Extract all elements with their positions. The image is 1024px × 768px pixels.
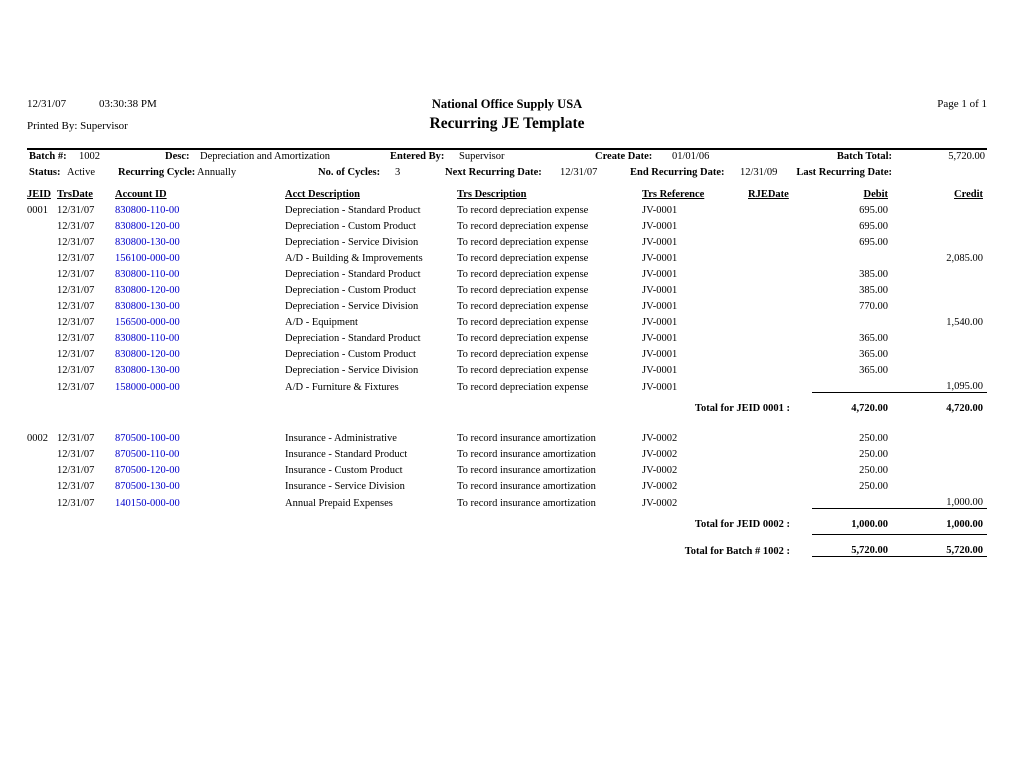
cell-debit: 250.00	[859, 465, 888, 476]
cell-trsdate: 12/31/07	[57, 253, 95, 264]
col-header-account-id: Account ID	[115, 189, 167, 200]
cell-acct-description: Depreciation - Custom Product	[285, 349, 416, 360]
cell-rjedate	[748, 376, 812, 393]
cell-acct-description: Depreciation - Service Division	[285, 237, 419, 248]
cell-trs-reference: JV-0001	[642, 301, 678, 312]
cell-rjedate	[748, 344, 812, 360]
cell-debit: 770.00	[859, 301, 888, 312]
cell-credit	[892, 476, 987, 492]
cell-rjedate	[748, 264, 812, 280]
cell-acct-description: Insurance - Service Division	[285, 481, 405, 492]
cell-acct-description: Insurance - Custom Product	[285, 465, 403, 476]
desc-value: Depreciation and Amortization	[200, 151, 331, 162]
cell-trs-description: To record depreciation expense	[457, 221, 589, 232]
total-label: Total for Batch # 1002 :	[684, 545, 790, 557]
total-debit: 4,720.00	[812, 393, 892, 415]
cell-acct-description: A/D - Equipment	[285, 317, 358, 328]
next-recurring-value: 12/31/07	[560, 167, 598, 178]
print-date: 12/31/07	[27, 98, 67, 110]
cell-account-id[interactable]: 870500-120-00	[115, 465, 180, 476]
total-credit: 4,720.00	[892, 393, 987, 415]
cell-rjedate	[748, 280, 812, 296]
cell-account-id[interactable]: 156500-000-00	[115, 317, 180, 328]
cell-trs-reference: JV-0001	[642, 253, 678, 264]
cell-jeid	[27, 376, 57, 393]
cell-jeid	[27, 328, 57, 344]
table-row	[27, 476, 987, 492]
cell-trs-description: To record depreciation expense	[457, 237, 589, 248]
cell-trs-description: To record depreciation expense	[457, 285, 589, 296]
cell-trs-reference: JV-0002	[642, 497, 678, 509]
cell-rjedate	[748, 360, 812, 376]
create-date-value: 01/01/06	[672, 151, 710, 162]
end-recurring-value: 12/31/09	[740, 167, 778, 178]
cell-trsdate: 12/31/07	[57, 237, 95, 248]
last-recurring-label: Last Recurring Date:	[796, 167, 892, 178]
cell-trs-reference: JV-0002	[642, 433, 678, 444]
cell-account-id[interactable]: 140150-000-00	[115, 497, 180, 509]
cell-debit: 695.00	[859, 205, 888, 216]
cell-trs-reference: JV-0001	[642, 285, 678, 296]
spacer	[27, 414, 987, 428]
cell-acct-description: Depreciation - Standard Product	[285, 205, 421, 216]
cell-account-id[interactable]: 830800-110-00	[115, 269, 180, 280]
je-table-body	[27, 200, 987, 557]
printed-by: Printed By: Supervisor	[27, 120, 128, 132]
cell-trs-reference: JV-0001	[642, 333, 678, 344]
table-row	[27, 248, 987, 264]
cell-rjedate	[748, 312, 812, 328]
cell-debit: 250.00	[859, 449, 888, 460]
cell-account-id[interactable]: 830800-130-00	[115, 237, 180, 248]
cell-trsdate: 12/31/07	[57, 205, 95, 216]
cell-debit: 365.00	[859, 349, 888, 360]
no-of-cycles-label: No. of Cycles:	[318, 167, 381, 178]
table-row	[27, 328, 987, 344]
cell-account-id[interactable]: 830800-120-00	[115, 221, 180, 232]
cell-jeid	[27, 360, 57, 376]
cell-rjedate	[748, 428, 812, 444]
total-label: Total for JEID 0001 :	[694, 403, 790, 414]
desc-label: Desc:	[165, 151, 190, 162]
cell-trs-description: To record depreciation expense	[457, 253, 589, 264]
cell-trsdate: 12/31/07	[57, 333, 95, 344]
col-header-jeid: JEID	[27, 189, 51, 200]
cell-credit	[892, 216, 987, 232]
cell-trsdate: 12/31/07	[57, 497, 95, 509]
spacer-row	[27, 414, 987, 428]
cell-rjedate	[748, 200, 812, 216]
cell-trsdate: 12/31/07	[57, 449, 95, 460]
cell-trsdate: 12/31/07	[57, 465, 95, 476]
cell-jeid	[27, 296, 57, 312]
cell-trs-description: To record insurance amortization	[457, 449, 596, 460]
total-debit: 5,720.00	[812, 535, 892, 557]
cell-trs-description: To record depreciation expense	[457, 365, 589, 376]
cell-jeid	[27, 460, 57, 476]
cell-trs-reference: JV-0002	[642, 465, 678, 476]
group-total-row	[27, 393, 987, 415]
cell-debit: 250.00	[859, 433, 888, 444]
cell-debit: 385.00	[859, 285, 888, 296]
recurring-cycle-value: Annually	[197, 167, 237, 178]
table-row	[27, 460, 987, 476]
cell-credit: 1,095.00	[946, 381, 983, 392]
cell-account-id[interactable]: 156100-000-00	[115, 253, 180, 264]
cell-jeid	[27, 248, 57, 264]
batch-info-row-2	[27, 166, 987, 182]
cell-trs-reference: JV-0001	[642, 269, 678, 280]
cell-trs-description: To record insurance amortization	[457, 481, 596, 492]
cell-account-id[interactable]: 158000-000-00	[115, 381, 180, 393]
cell-acct-description: Depreciation - Custom Product	[285, 221, 416, 232]
cell-acct-description: Insurance - Administrative	[285, 433, 397, 444]
col-header-trsdate: TrsDate	[57, 189, 93, 200]
create-date-label: Create Date:	[595, 151, 653, 162]
cell-trsdate: 12/31/07	[57, 269, 95, 280]
cell-credit	[892, 200, 987, 216]
no-of-cycles-value: 3	[395, 167, 401, 178]
cell-trs-description: To record depreciation expense	[457, 333, 589, 344]
cell-trsdate: 12/31/07	[57, 381, 95, 393]
cell-trsdate: 12/31/07	[57, 301, 95, 312]
col-header-trs-description: Trs Description	[457, 189, 527, 200]
cell-acct-description: Depreciation - Service Division	[285, 365, 419, 376]
print-time: 03:30:38 PM	[99, 98, 157, 110]
table-row	[27, 264, 987, 280]
cell-acct-description: Annual Prepaid Expenses	[285, 497, 393, 509]
table-row	[27, 444, 987, 460]
col-header-debit: Debit	[863, 189, 888, 200]
cell-jeid	[27, 312, 57, 328]
total-credit: 5,720.00	[892, 535, 987, 557]
cell-trsdate: 12/31/07	[57, 365, 95, 376]
cell-jeid: 0002	[27, 433, 48, 444]
table-row	[27, 296, 987, 312]
cell-trsdate: 12/31/07	[57, 317, 95, 328]
batch-total-label: Batch Total:	[836, 151, 892, 162]
total-debit: 1,000.00	[812, 509, 892, 531]
journal-entry-table	[27, 184, 987, 557]
cell-trs-reference: JV-0001	[642, 237, 678, 248]
cell-account-id[interactable]: 830800-120-00	[115, 285, 180, 296]
cell-jeid	[27, 216, 57, 232]
company-name: National Office Supply USA	[431, 97, 583, 111]
cell-debit	[812, 248, 892, 264]
cell-credit	[892, 280, 987, 296]
report-title: Recurring JE Template	[429, 115, 585, 132]
cell-debit	[812, 312, 892, 328]
col-header-trs-reference: Trs Reference	[642, 189, 705, 200]
cell-credit	[892, 296, 987, 312]
table-row	[27, 344, 987, 360]
cell-trs-description: To record insurance amortization	[457, 497, 596, 509]
cell-account-id[interactable]: 870500-110-00	[115, 449, 180, 460]
cell-rjedate	[748, 232, 812, 248]
cell-rjedate	[748, 492, 812, 509]
cell-trs-description: To record depreciation expense	[457, 269, 589, 280]
cell-trs-description: To record depreciation expense	[457, 301, 589, 312]
recurring-cycle-label: Recurring Cycle:	[118, 167, 196, 178]
cell-acct-description: A/D - Building & Improvements	[285, 253, 423, 264]
batch-number-value: 1002	[79, 151, 100, 162]
table-row	[27, 280, 987, 296]
cell-trsdate: 12/31/07	[57, 481, 95, 492]
cell-credit: 2,085.00	[946, 253, 983, 264]
entered-by-label: Entered By:	[390, 151, 445, 162]
table-row	[27, 360, 987, 376]
cell-trsdate: 12/31/07	[57, 285, 95, 296]
cell-rjedate	[748, 328, 812, 344]
cell-rjedate	[748, 296, 812, 312]
page-number: Page 1 of 1	[937, 98, 987, 110]
status-label: Status:	[29, 167, 61, 178]
cell-credit: 1,540.00	[946, 317, 983, 328]
cell-credit	[892, 444, 987, 460]
total-credit: 1,000.00	[892, 509, 987, 531]
cell-trs-description: To record depreciation expense	[457, 381, 589, 393]
table-row	[27, 232, 987, 248]
cell-jeid	[27, 476, 57, 492]
cell-account-id[interactable]: 830800-110-00	[115, 205, 180, 216]
cell-trs-reference: JV-0002	[642, 481, 678, 492]
cell-debit: 695.00	[859, 221, 888, 232]
col-header-acct-description: Acct Description	[285, 189, 360, 200]
cell-account-id[interactable]: 870500-100-00	[115, 433, 180, 444]
cell-credit	[892, 232, 987, 248]
cell-rjedate	[748, 460, 812, 476]
cell-jeid	[27, 492, 57, 509]
cell-credit	[892, 264, 987, 280]
cell-acct-description: Depreciation - Standard Product	[285, 269, 421, 280]
cell-rjedate	[748, 248, 812, 264]
batch-number-label: Batch #:	[29, 151, 67, 162]
table-row	[27, 492, 987, 509]
cell-account-id[interactable]: 870500-130-00	[115, 481, 180, 492]
total-label: Total for JEID 0002 :	[694, 519, 790, 530]
entered-by-value: Supervisor	[459, 151, 505, 162]
group-total-row	[27, 509, 987, 531]
next-recurring-label: Next Recurring Date:	[445, 167, 542, 178]
batch-info-row-1	[27, 150, 987, 166]
cell-credit	[892, 360, 987, 376]
cell-account-id[interactable]: 830800-110-00	[115, 333, 180, 344]
cell-jeid	[27, 232, 57, 248]
cell-credit: 1,000.00	[946, 497, 983, 508]
cell-trs-reference: JV-0001	[642, 221, 678, 232]
cell-debit	[812, 376, 892, 393]
cell-jeid	[27, 344, 57, 360]
cell-acct-description: Depreciation - Standard Product	[285, 333, 421, 344]
cell-trs-description: To record depreciation expense	[457, 349, 589, 360]
batch-total-row	[27, 535, 987, 557]
cell-acct-description: A/D - Furniture & Fixtures	[285, 381, 399, 393]
cell-account-id[interactable]: 830800-130-00	[115, 365, 180, 376]
cell-trs-reference: JV-0001	[642, 349, 678, 360]
cell-trs-reference: JV-0001	[642, 381, 678, 393]
cell-acct-description: Insurance - Standard Product	[285, 449, 408, 460]
cell-rjedate	[748, 444, 812, 460]
cell-jeid	[27, 280, 57, 296]
cell-rjedate	[748, 216, 812, 232]
cell-account-id[interactable]: 830800-120-00	[115, 349, 180, 360]
cell-acct-description: Depreciation - Service Division	[285, 301, 419, 312]
cell-account-id[interactable]: 830800-130-00	[115, 301, 180, 312]
cell-trsdate: 12/31/07	[57, 433, 95, 444]
cell-trs-reference: JV-0002	[642, 449, 678, 460]
table-header-row	[27, 184, 987, 200]
cell-trs-description: To record depreciation expense	[457, 317, 589, 328]
cell-credit	[892, 428, 987, 444]
end-recurring-label: End Recurring Date:	[630, 167, 725, 178]
cell-credit	[892, 328, 987, 344]
cell-debit	[812, 492, 892, 509]
table-row	[27, 200, 987, 216]
cell-trs-reference: JV-0001	[642, 317, 678, 328]
cell-trsdate: 12/31/07	[57, 349, 95, 360]
table-row	[27, 428, 987, 444]
cell-debit: 365.00	[859, 333, 888, 344]
cell-debit: 695.00	[859, 237, 888, 248]
cell-trs-reference: JV-0001	[642, 365, 678, 376]
cell-trs-description: To record depreciation expense	[457, 205, 589, 216]
report-header	[27, 96, 987, 146]
cell-acct-description: Depreciation - Custom Product	[285, 285, 416, 296]
cell-credit	[892, 460, 987, 476]
col-header-credit: Credit	[954, 189, 983, 200]
status-value: Active	[67, 167, 95, 178]
cell-jeid	[27, 264, 57, 280]
cell-trs-description: To record insurance amortization	[457, 465, 596, 476]
cell-credit	[892, 344, 987, 360]
cell-debit: 365.00	[859, 365, 888, 376]
cell-trs-reference: JV-0001	[642, 205, 678, 216]
cell-debit: 250.00	[859, 481, 888, 492]
table-row	[27, 312, 987, 328]
col-header-rjedate: RJEDate	[748, 189, 789, 200]
batch-total-value: 5,720.00	[948, 151, 985, 162]
table-row	[27, 376, 987, 393]
cell-jeid	[27, 444, 57, 460]
cell-trsdate: 12/31/07	[57, 221, 95, 232]
cell-debit: 385.00	[859, 269, 888, 280]
cell-jeid: 0001	[27, 205, 48, 216]
table-row	[27, 216, 987, 232]
cell-trs-description: To record insurance amortization	[457, 433, 596, 444]
cell-rjedate	[748, 476, 812, 492]
report-content	[27, 96, 987, 557]
